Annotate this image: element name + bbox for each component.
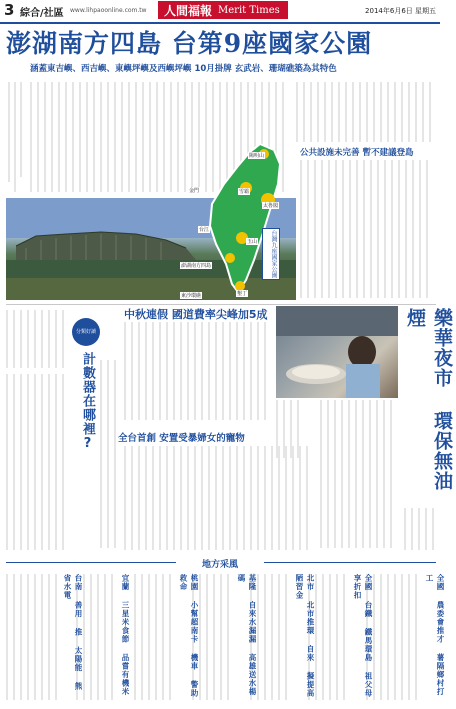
night-market-text — [320, 400, 400, 550]
photo-caption-column — [6, 82, 26, 192]
regional-stories — [6, 574, 445, 704]
map-label-shei-pa: 雪霸 — [239, 189, 250, 195]
section-divider-top — [6, 304, 436, 305]
counter-article-text-right — [100, 360, 120, 550]
map-title: 台灣九座國家公園 — [262, 228, 280, 280]
headline-subtitle: 涵蓋東吉嶼、西吉嶼、東嶼坪嶼及西嶼坪嶼 10月掛牌 玄武岩、珊瑚礁築為其特色 — [30, 64, 337, 74]
map-label-penghu-south: 澎湖南方四島 — [181, 263, 212, 269]
taiwan-map-shape — [190, 140, 300, 300]
issue-date: 2014年6月6日 星期五 — [365, 7, 436, 15]
masthead-name: 人間福報 — [164, 3, 213, 18]
mid-autumn-text — [124, 322, 274, 422]
mid-autumn-headline: 中秋連假 國道費率尖峰加5成 — [124, 308, 268, 321]
header-bar — [0, 0, 440, 24]
map-label-taroko: 太魯閣 — [263, 203, 279, 209]
map-label-yangmingshan: 陽明山 — [249, 153, 265, 159]
map-label-kenting: 墾丁 — [237, 291, 248, 297]
page-number: 3 — [4, 1, 15, 19]
regional-story-title: 台南 善用 推 太陽能 熊 省水電 — [63, 574, 83, 691]
regional-story-title: 全國 台鐵 鐵馬環島 祖父母享折扣 — [353, 574, 373, 698]
map-label-dongsha: 東沙環礁 — [181, 293, 202, 299]
regional-story-title: 北市 北市推環 自來 擬提高陋習金 — [295, 574, 315, 698]
masthead-english: Merit Times — [218, 4, 280, 16]
map-label-yushan: 玉山 — [247, 239, 258, 245]
night-market-text-far-right — [404, 508, 436, 552]
regional-story-title: 宜蘭 三星米食節 品嘗有機米 — [121, 574, 130, 696]
counter-article-text — [6, 374, 68, 554]
map-label-kinmen: 金門 — [189, 188, 200, 194]
regional-story-title: 基隆 自來水漏漏 高雄送水楊碼 — [237, 574, 257, 696]
public-facilities-text — [300, 160, 436, 300]
vendor-illustration — [276, 306, 398, 398]
section-name: 綜合/社區 — [20, 8, 64, 19]
public-facilities-headline: 公共設施未完善 暫不建議登島 — [300, 148, 414, 158]
main-headline: 澎湖南方四島 台第9座國家公園 — [6, 29, 373, 58]
masthead-logo — [158, 1, 288, 19]
regional-story-text — [6, 574, 60, 702]
regional-story-text — [134, 574, 176, 702]
counter-headline: 計數器在哪裡? — [80, 352, 95, 452]
taiwan-map — [190, 140, 300, 300]
regional-story-title: 全國 農委會推才 薯隔鄉村打工 — [425, 574, 445, 696]
map-label-taijiang: 台江 — [199, 227, 210, 233]
night-market-headline: 樂華夜市 環保無油煙 — [404, 308, 453, 491]
regional-banner-label: 地方采風 — [201, 559, 238, 570]
regional-story-title: 桃園 小幫超南卡 機車 警助救命 — [179, 574, 199, 698]
regional-story-text — [366, 574, 422, 702]
regional-banner — [176, 556, 264, 570]
lower-left-text — [6, 310, 68, 370]
counter-badge-icon — [72, 318, 100, 346]
counter-badge-label: 分類好讀 — [75, 329, 96, 335]
night-market-photo — [276, 306, 398, 398]
shelter-text — [124, 446, 314, 552]
website: www.lihpaoonline.com.tw — [70, 7, 147, 14]
right-article-text — [296, 82, 436, 144]
shelter-headline: 全台首創 安置受暴婦女的寵物 — [118, 433, 245, 444]
